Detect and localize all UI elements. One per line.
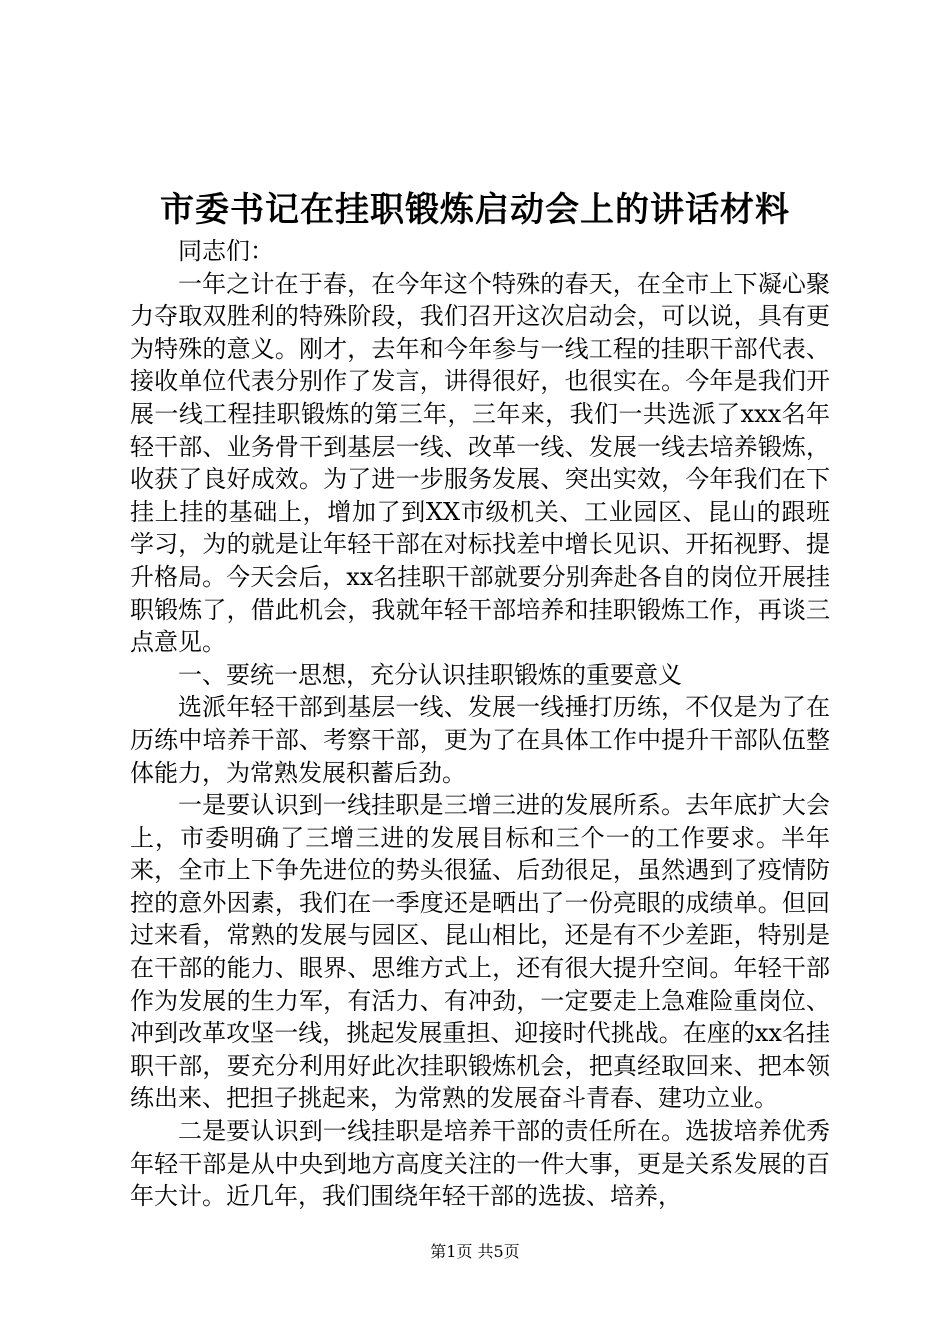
document-body <box>130 235 830 1213</box>
section-heading-1: 一、要统一思想，充分认识挂职锻炼的重要意义 <box>178 660 682 689</box>
salutation: 同志们： <box>178 237 274 265</box>
page-number-footer: 第1页 共5页 <box>430 1242 520 1261</box>
document-title: 市委书记在挂职锻炼启动会上的讲话材料 <box>160 190 790 230</box>
paragraph: 二是要认识到一线挂职是培养干部的责任所在。选拔培养优秀年轻干部是从中央到地方高度关注的一件大事，更是关系发展的百年大计。近几年，我们围绕年轻干部的选拔、培养， <box>130 1117 830 1211</box>
paragraph-intro: 一年之计在于春，在今年这个特殊的春天，在全市上下凝心聚力夺取双胜利的特殊阶段，我们召开这次启动会，可以说，具有更为特殊的意义。刚才，去年和今年参与一线工程的挂职干部代表、接收单位代表分别作了发言，讲得很好，也很实在。今年是我们开展一线工程挂职锻炼的第三年，三年来，我们一共选派了xxx名年轻干部、业务骨干到基层一线、改革一线、发展一线去培养锻炼，收获了良好成效。为了进一步服务发展、突出实效，今年我们在下挂上挂的基础上，增加了到XX市级机关、工业园区、昆山的跟班学习，为的就是让年轻干部在对标找差中增长见识、开拓视野、提升格局。今天会后，xx名挂职干部就要分别奔赴各自的岗位开展挂职锻炼了，借此机会，我就年轻干部培养和挂职锻炼工作，再谈三点意见。 <box>130 269 830 657</box>
paragraph: 一是要认识到一线挂职是三增三进的发展所系。去年底扩大会上，市委明确了三增三进的发展目标和三个一的工作要求。半年来，全市上下争先进位的势头很猛、后劲很足，虽然遇到了疫情防控的意外因素，我们在一季度还是晒出了一份亮眼的成绩单。但回过来看，常熟的发展与园区、昆山相比，还是有不少差距，特别是在干部的能力、眼界、思维方式上，还有很大提升空间。年轻干部作为发展的生力军，有活力、有冲劲，一定要走上急难险重岗位、冲到改革攻坚一线，挑起发展重担、迎接时代挑战。在座的xx名挂职干部，要充分利用好此次挂职锻炼机会，把真经取回来、把本领练出来、把担子挑起来，为常熟的发展奋斗青春、建功立业。 <box>130 791 830 1113</box>
paragraph: 选派年轻干部到基层一线、发展一线捶打历练，不仅是为了在历练中培养干部、考察干部，更为了在具体工作中提升干部队伍整体能力，为常熟发展积蓄后劲。 <box>130 693 830 787</box>
